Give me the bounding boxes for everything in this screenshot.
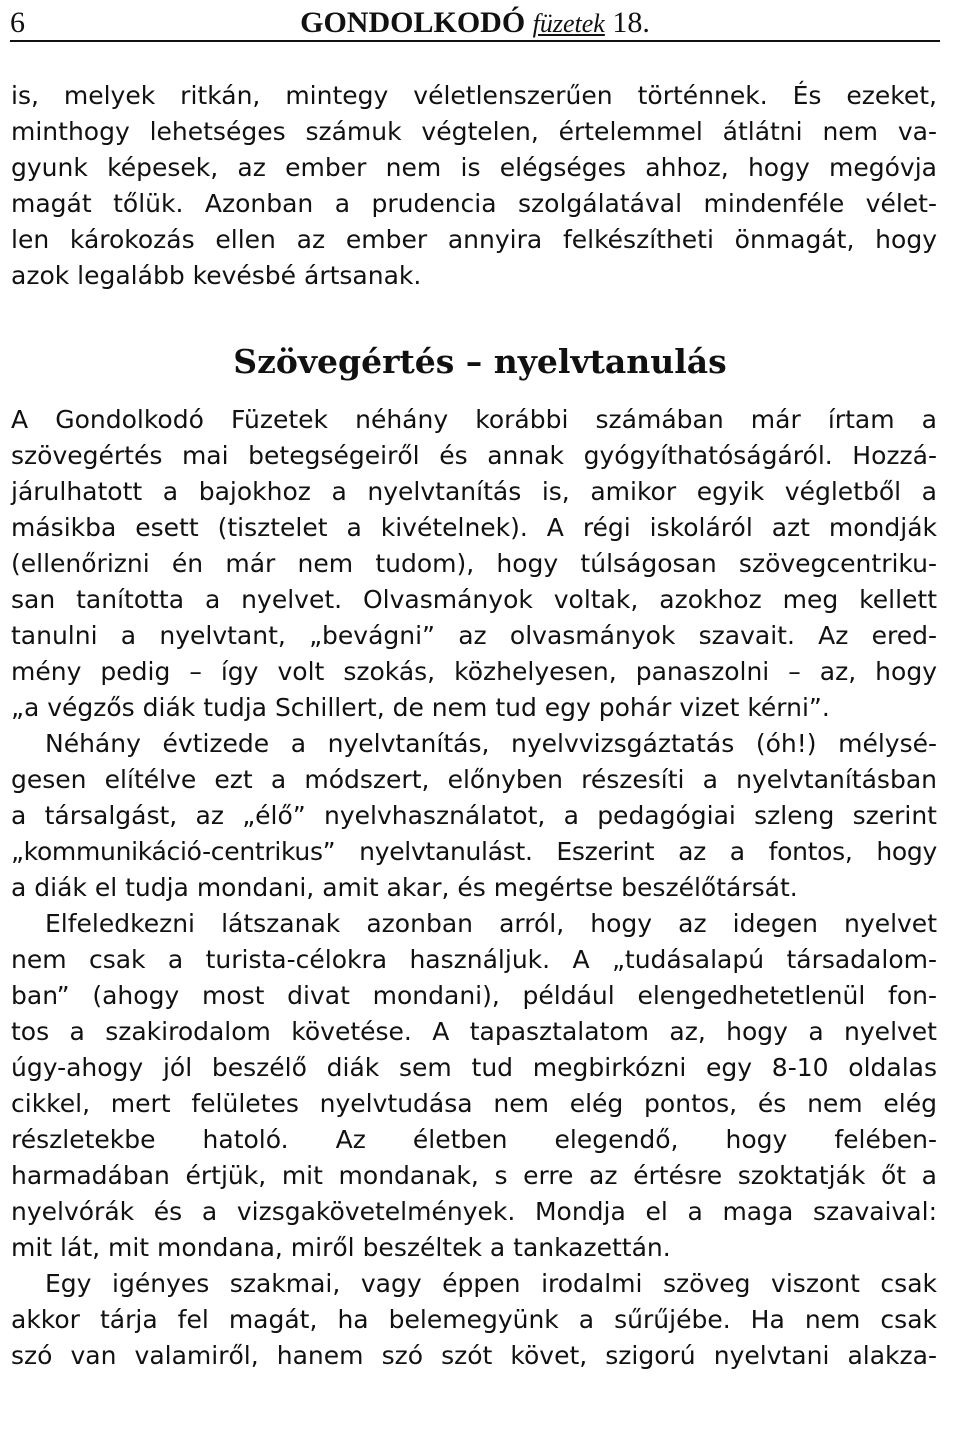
- text-line: a társalgást, az „élő” nyelvhasználatot, a pedagógiai szleng szerint: [11, 801, 937, 830]
- text-line: A Gondolkodó Füzetek néhány korábbi számában már írtam a: [11, 405, 937, 434]
- text-line: úgy-ahogy jól beszélő diák sem tud megbirkózni egy 8-10 oldalas: [11, 1053, 937, 1082]
- text-line: szó van valamiről, hanem szó szót követ, szigorú nyelvtani alakza-: [11, 1341, 937, 1370]
- text-line: harmadában értjük, mit mondanak, s erre az értésre szoktatják őt a: [11, 1161, 937, 1190]
- text-line: gesen elítélve ezt a módszert, előnyben részesíti a nyelvtanításban: [11, 765, 937, 794]
- text-line: „kommunikáció-centrikus” nyelvtanulást. Eszerint az a fontos, hogy: [11, 837, 937, 866]
- text-line: (ellenőrizni én már nem tudom), hogy túlságosan szövegcentriku-: [11, 549, 937, 578]
- page-number: 6: [10, 6, 25, 39]
- text-line: járulhatott a bajokhoz a nyelvtanítás is, amikor egyik végletből a: [11, 477, 937, 506]
- text-line: minthogy lehetséges számuk végtelen, értelemmel átlátni nem va-: [11, 117, 937, 146]
- text-line: Egy igényes szakmai, vagy éppen irodalmi szöveg viszont csak: [45, 1269, 937, 1298]
- text-line: Néhány évtizede a nyelvtanítás, nyelvvizsgáztatás (óh!) mélysé-: [45, 729, 937, 758]
- text-line: szövegértés mai betegségeiről és annak gyógyíthatóságáról. Hozzá-: [11, 441, 937, 470]
- text-line: magát tőlük. Azonban a prudencia szolgálatával mindenféle vélet-: [11, 189, 937, 218]
- text-line: a diák el tudja mondani, amit akar, és megértse beszélőtársát.: [11, 873, 798, 902]
- text-line: azok legalább kevésbé ártsanak.: [11, 261, 422, 290]
- body-text: [11, 402, 937, 1374]
- text-line: mény pedig – így volt szokás, közhelyesen, panaszolni – az, hogy: [11, 657, 937, 686]
- section-title: Szövegértés – nyelvtanulás: [233, 342, 727, 381]
- text-line: san tanította a nyelvet. Olvasmányok voltak, azokhoz meg kellett: [11, 585, 937, 614]
- text-line: cikkel, mert felületes nyelvtudása nem elég pontos, és nem elég: [11, 1089, 937, 1118]
- journal-subtitle: füzetek: [532, 9, 605, 38]
- running-header: [10, 4, 940, 42]
- journal-title: [10, 6, 940, 41]
- journal-name: GONDOLKODÓ: [300, 6, 526, 39]
- text-line: akkor tárja fel magát, ha belemegyünk a sűrűjébe. Ha nem csak: [11, 1305, 937, 1334]
- issue-number: 18.: [612, 6, 650, 39]
- intro-paragraph: [11, 78, 937, 294]
- text-line: ban” (ahogy most divat mondani), például elengedhetetlenül fon-: [11, 981, 937, 1010]
- text-line: tanulni a nyelvtant, „bevágni” az olvasmányok szavait. Az ered-: [11, 621, 937, 650]
- text-line: len károkozás ellen az ember annyira felkészítheti önmagát, hogy: [11, 225, 937, 254]
- text-line: gyunk képesek, az ember nem is elégséges ahhoz, hogy megóvja: [11, 153, 937, 182]
- text-line: mit lát, mit mondana, miről beszéltek a tankazettán.: [11, 1233, 671, 1262]
- text-line: nyelvórák és a vizsgakövetelmények. Mondja el a maga szavaival:: [11, 1197, 937, 1226]
- text-line: Elfeledkezni látszanak azonban arról, hogy az idegen nyelvet: [45, 909, 937, 938]
- text-line: tos a szakirodalom követése. A tapasztalatom az, hogy a nyelvet: [11, 1017, 937, 1046]
- text-line: másikba esett (tisztelet a kivételnek). A régi iskoláról azt mondják: [11, 513, 937, 542]
- text-line: nem csak a turista-célokra használjuk. A „tudásalapú társadalom-: [11, 945, 937, 974]
- text-line: „a végzős diák tudja Schillert, de nem tud egy pohár vizet kérni”.: [11, 693, 830, 722]
- text-line: részletekbe hatoló. Az életben elegendő, hogy felében-: [11, 1125, 937, 1154]
- text-line: is, melyek ritkán, mintegy véletlenszerűen történnek. És ezeket,: [11, 81, 937, 110]
